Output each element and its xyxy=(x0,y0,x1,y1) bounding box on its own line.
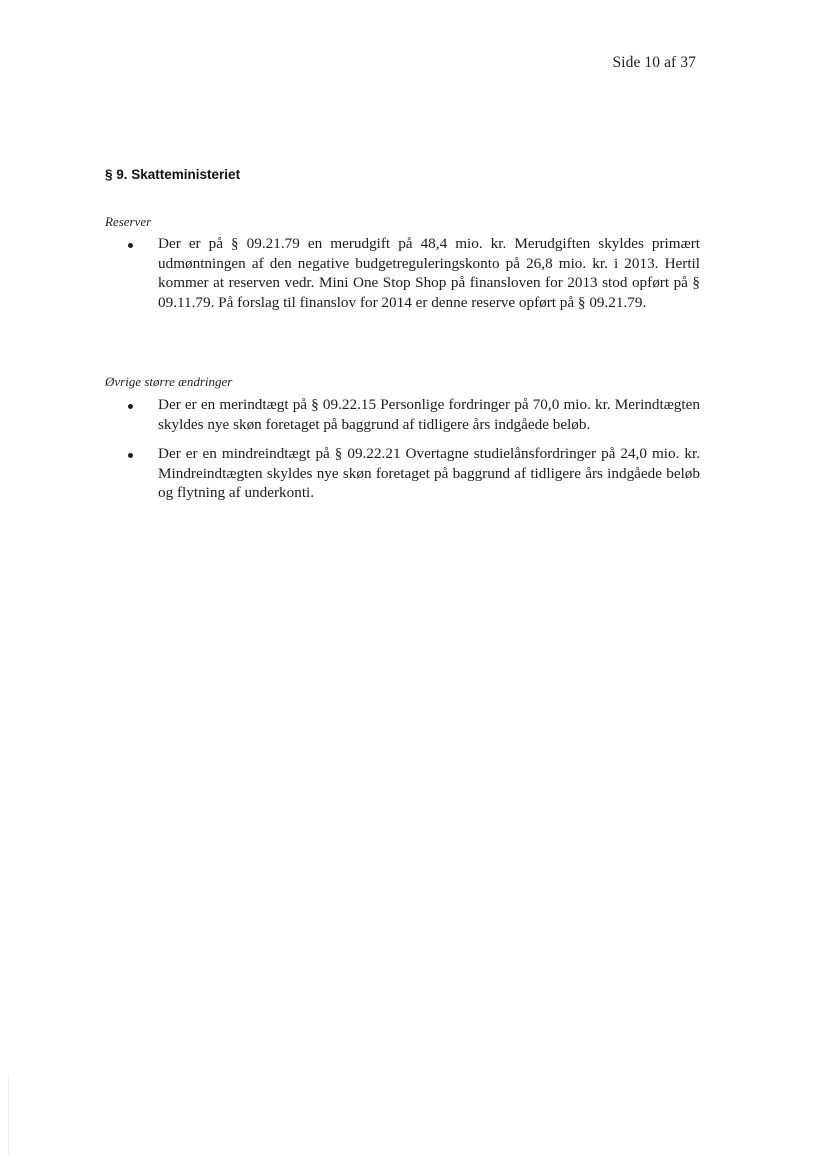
list-item xyxy=(128,234,700,312)
list-item-text: Der er en mindreindtægt på § 09.22.21 Overtagne studielånsfordringer på 24,0 mio. kr. Mindreindtægten skyldes nye skøn foretaget på baggrund af tidligere års indgåede beløb og flytning af underkonti. xyxy=(158,445,700,501)
page-number: Side 10 af 37 xyxy=(612,54,696,71)
reserver-heading: Reserver xyxy=(105,214,152,229)
reserver-list xyxy=(128,234,700,322)
list-item xyxy=(128,395,700,434)
list-item-text: Der er en merindtægt på § 09.22.15 Personlige fordringer på 70,0 mio. kr. Merindtægten skyldes nye skøn foretaget på baggrund af tidligere års indgåede beløb. xyxy=(158,396,700,433)
bullet-icon xyxy=(128,453,133,458)
bullet-icon xyxy=(128,404,133,409)
oevrige-list xyxy=(128,395,700,513)
oevrige-heading: Øvrige større ændringer xyxy=(105,374,233,389)
bullet-icon xyxy=(128,243,133,248)
list-item-text: Der er på § 09.21.79 en merudgift på 48,4 mio. kr. Merudgiften skyldes primært udmøntningen af den negative budgetreguleringskonto på 26,8 mio. kr. i 2013. Hertil kommer at reserven vedr. Mini One Stop Shop på finansloven for 2013 stod opført på § 09.11.79. På forslag til finanslov for 2014 er denne reserve opført på § 09.21.79. xyxy=(158,235,700,311)
scan-edge-mark xyxy=(8,1075,9,1155)
list-item xyxy=(128,444,700,503)
section-title: § 9. Skatteministeriet xyxy=(105,167,241,182)
